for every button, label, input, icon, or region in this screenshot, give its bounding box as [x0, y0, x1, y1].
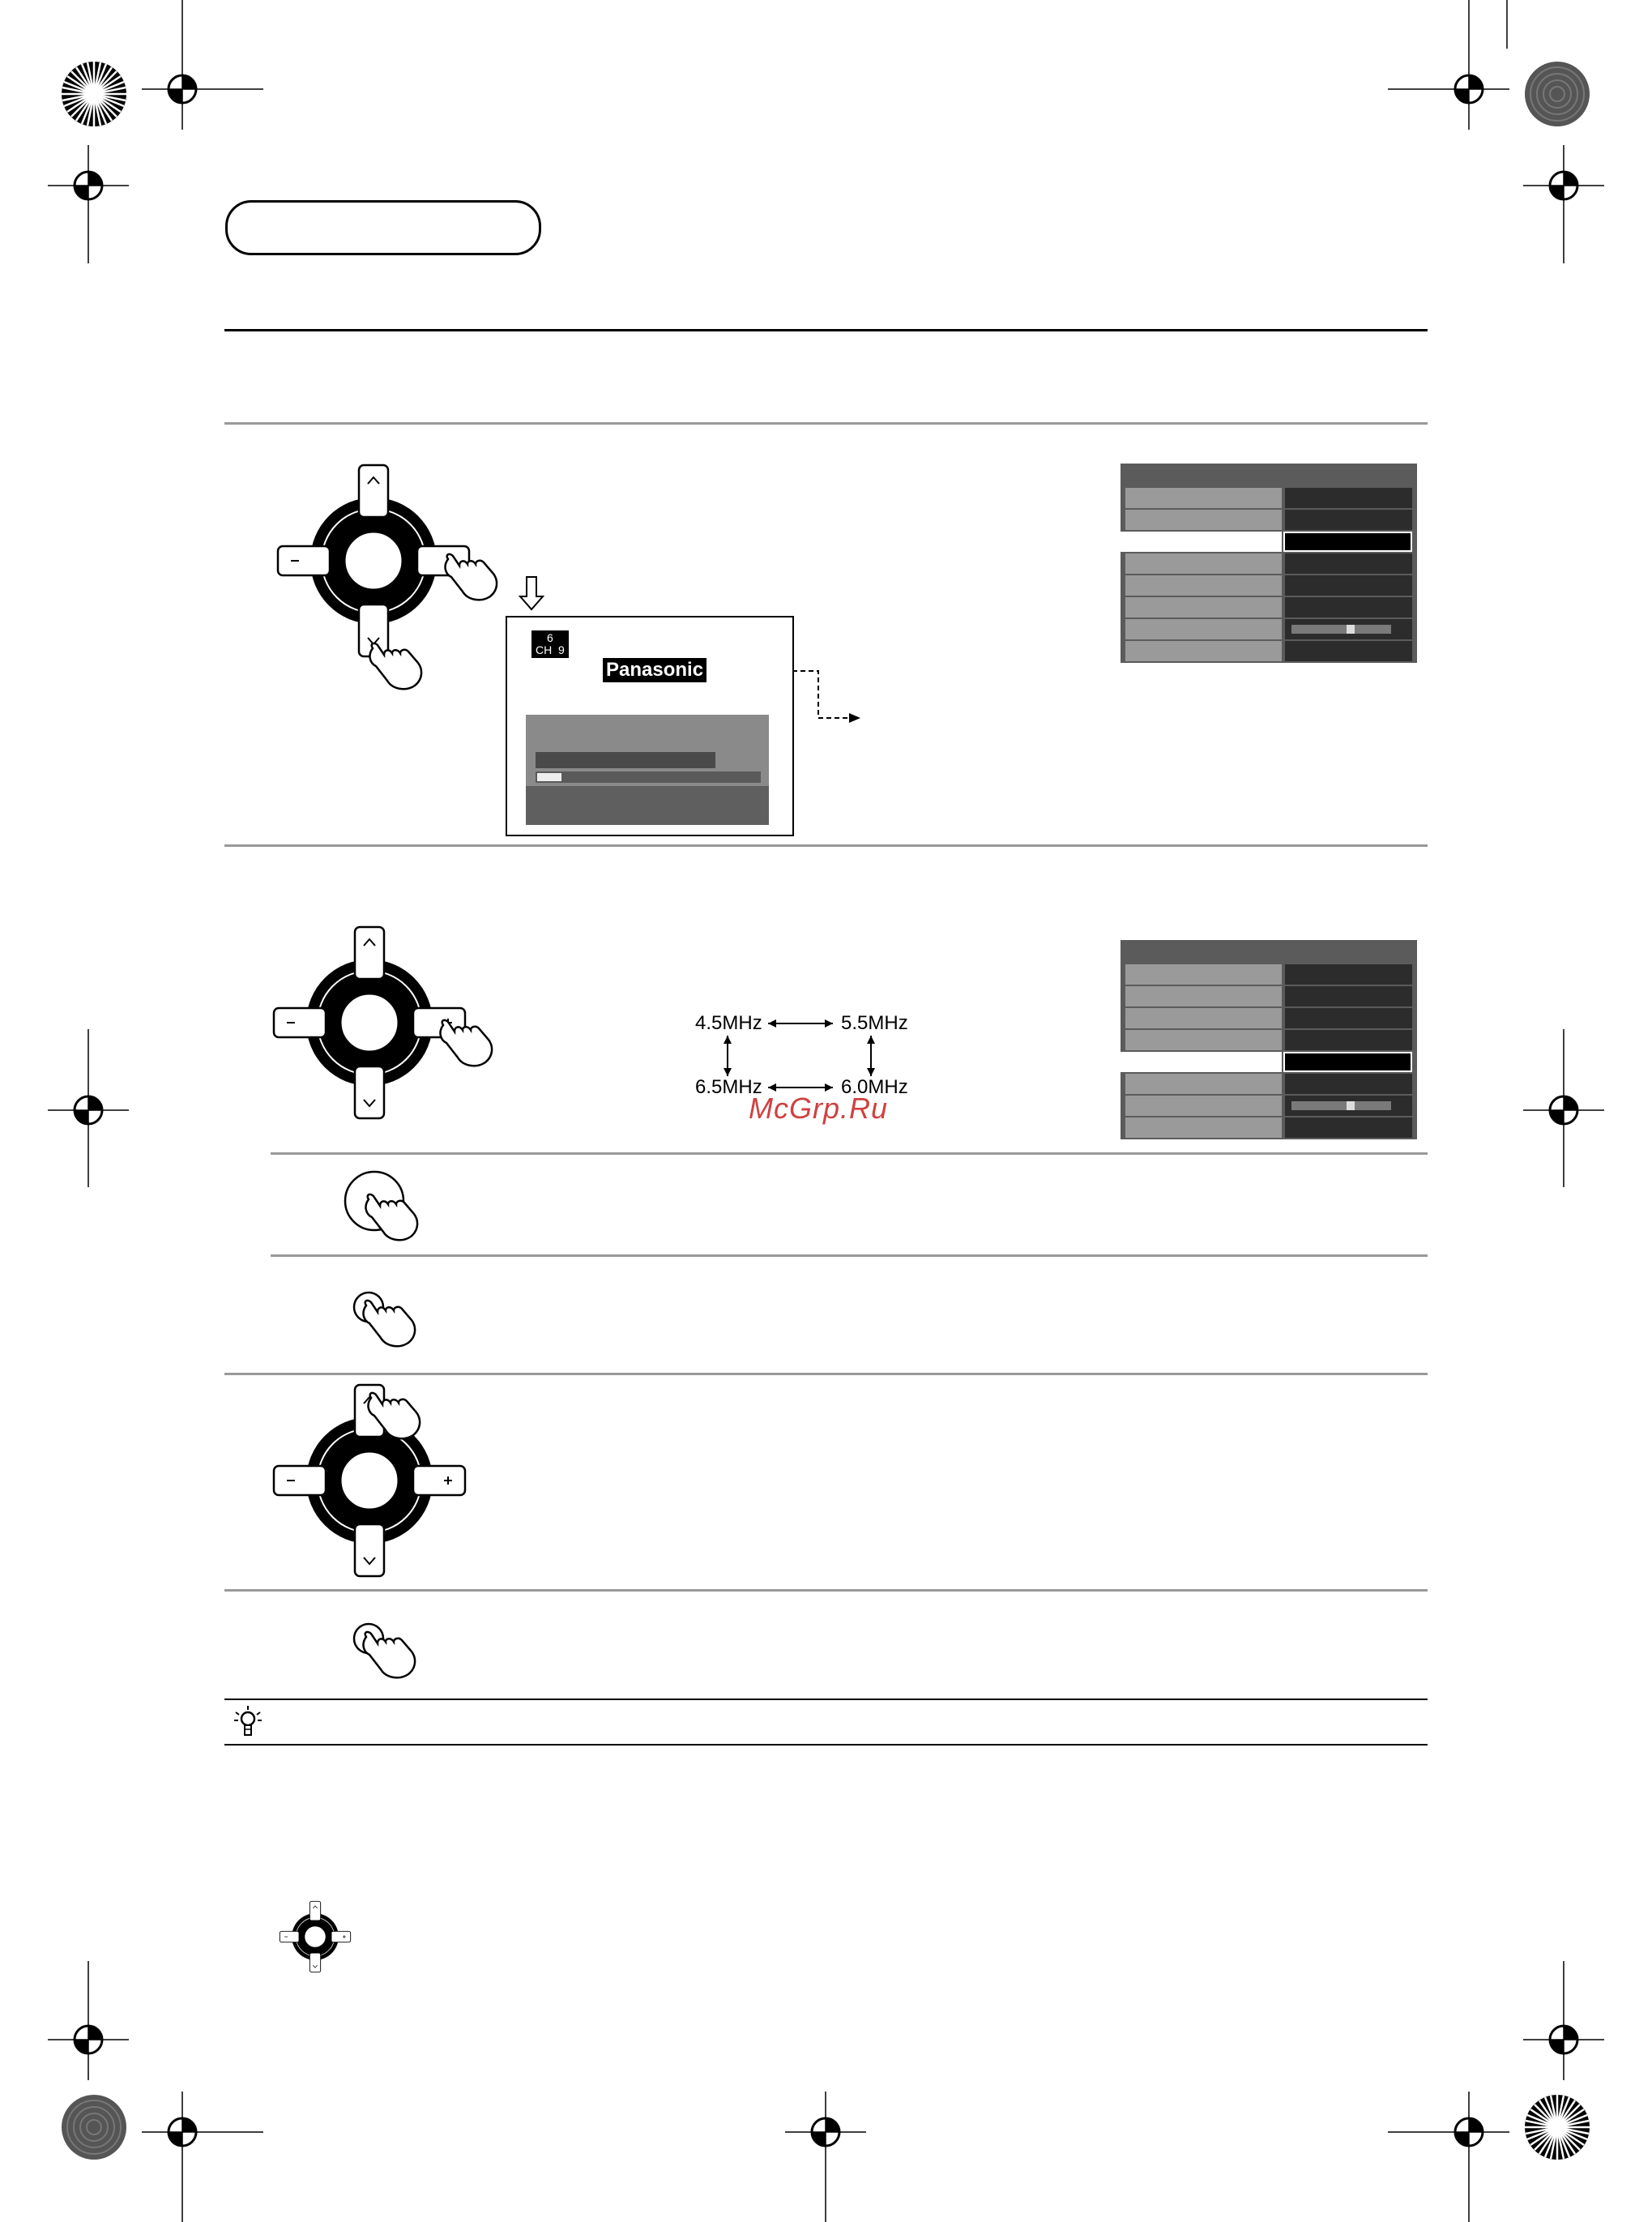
freq-6-0: 6.0MHz	[841, 1076, 908, 1098]
menu-row	[1121, 575, 1417, 596]
menu-row-selected	[1121, 1052, 1417, 1072]
menu-row	[1121, 597, 1417, 617]
menu-row	[1121, 619, 1417, 639]
tuning-panel	[526, 715, 769, 825]
menu-row	[1121, 510, 1417, 530]
channel-label: CH 9	[536, 643, 565, 656]
menu-row	[1121, 488, 1417, 508]
menu-row	[1121, 553, 1417, 574]
menu-row-selected	[1121, 532, 1417, 552]
channel-number: 6	[547, 631, 553, 644]
menu-row	[1121, 986, 1417, 1006]
menu-screen-1	[1121, 464, 1417, 663]
freq-6-5: 6.5MHz	[695, 1076, 762, 1098]
tuning-progress-bar	[536, 771, 761, 783]
menu-row	[1121, 1030, 1417, 1050]
brand-label: Panasonic	[603, 658, 706, 682]
menu-screen-2	[1121, 940, 1417, 1139]
freq-5-5: 5.5MHz	[841, 1012, 908, 1034]
nav-pad-1	[278, 465, 469, 656]
nav-pad-3	[274, 1385, 465, 1576]
menu-row	[1121, 964, 1417, 985]
channel-indicator	[531, 630, 569, 658]
nav-pad-2	[274, 927, 465, 1118]
menu-row	[1121, 641, 1417, 661]
menu-row	[1121, 1096, 1417, 1116]
freq-4-5: 4.5MHz	[695, 1012, 762, 1034]
menu-row	[1121, 1008, 1417, 1028]
tuning-screen	[506, 616, 794, 836]
menu-row	[1121, 1117, 1417, 1138]
tuning-bar-label	[536, 752, 715, 768]
menu-row	[1121, 1074, 1417, 1094]
watermark: McGrp.Ru	[749, 1092, 889, 1125]
